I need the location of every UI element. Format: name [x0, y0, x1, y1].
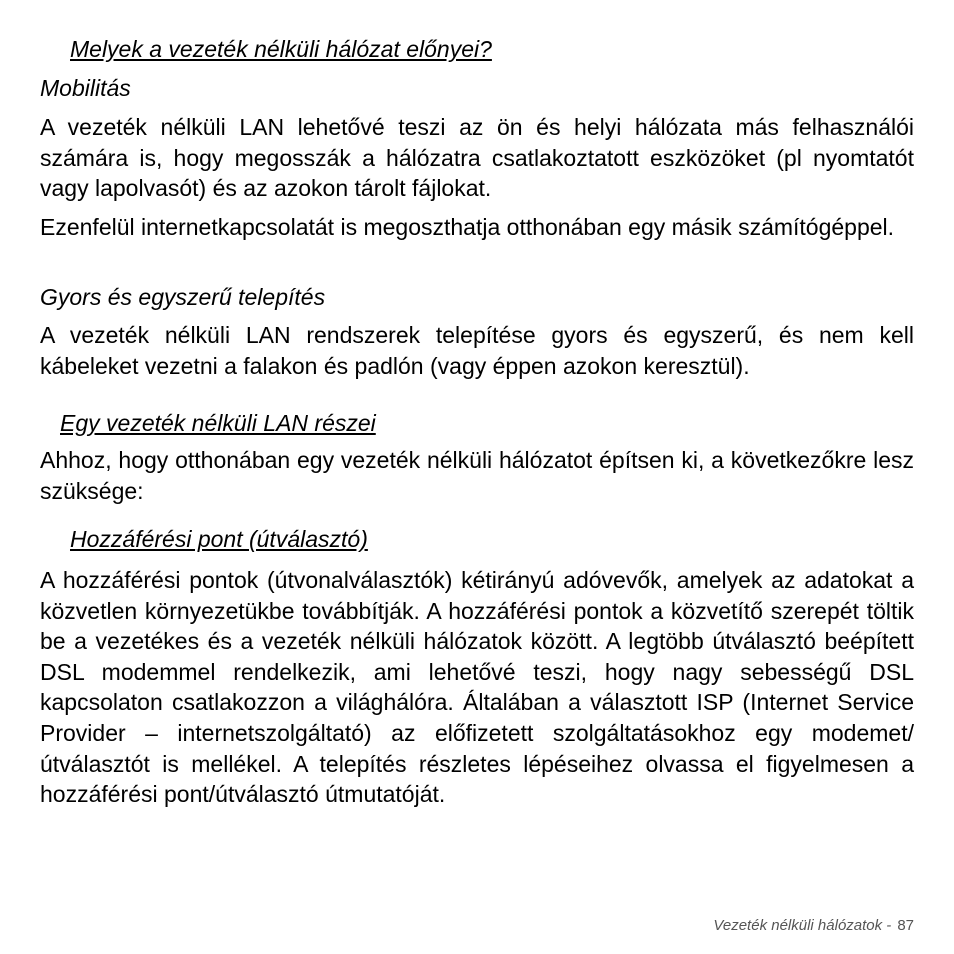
heading-lan-components: Egy vezeték nélküli LAN részei	[60, 410, 376, 436]
heading-wireless-benefits: Melyek a vezeték nélküli hálózat előnyei?	[70, 36, 492, 62]
subheading-mobility: Mobilitás	[40, 75, 131, 101]
heading-access-point: Hozzáférési pont (útválasztó)	[70, 526, 368, 552]
subheading-quick-install: Gyors és egyszerű telepítés	[40, 284, 326, 310]
paragraph-quick-install: A vezeték nélküli LAN rendszerek telepítése gyors és egyszerű, és nem kell kábeleket vezetni a falakon és padlón (vagy éppen azokon keresztül).	[40, 322, 914, 379]
paragraph-lan-intro: Ahhoz, hogy otthonában egy vezeték nélküli hálózatot építsen ki, a következőkre lesz szüksége:	[40, 447, 914, 504]
footer-chapter-title: Vezeték nélküli hálózatok -	[713, 917, 892, 934]
paragraph-mobility-2: Ezenfelül internetkapcsolatát is megoszthatja otthonában egy másik számítógéppel.	[40, 214, 895, 240]
page-footer	[713, 917, 914, 934]
paragraph-access-point: A hozzáférési pontok (útvonalválasztók) kétirányú adóvevők, amelyek az adatokat a közvetlen környezetükbe továbbítják. A hozzáférési pontok a közvetítő szerepét töltik be a vezetékes és a vezeték nélküli hálózatok között. A legtöbb útválasztó beépített DSL modemmel rendelkezik, ami lehetővé teszi, hogy nagy sebességű DSL kapcsolaton csatlakozzon a világhálóra. Általában a választott ISP (Internet Service Provider – internetszolgáltató) az előfizetett szolgáltatásokhoz egy modemet/ útválasztót is mellékel. A telepítés részletes lépéseihez olvassa el figyelmesen a hozzáférési pont/útválasztó útmutatóját.	[40, 567, 914, 808]
paragraph-mobility-1: A vezeték nélküli LAN lehetővé teszi az ön és helyi hálózata más felhasználói számára is, hogy megosszák a hálózatra csatlakoztatott eszközöket (pl nyomtatót vagy lapolvasót) és az azokon tárolt fájlokat.	[40, 114, 914, 202]
footer-page-number: 87	[897, 917, 914, 934]
